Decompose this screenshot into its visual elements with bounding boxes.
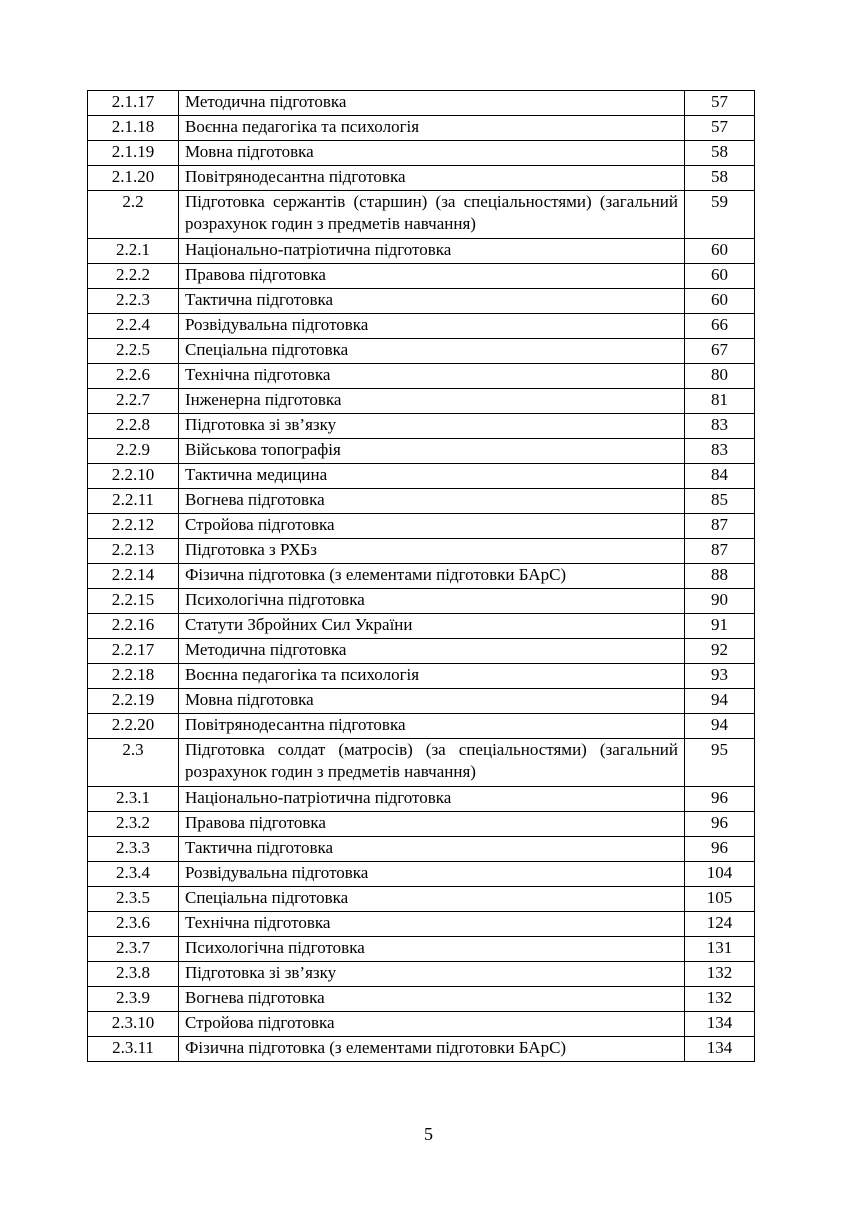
toc-section-number: 2.2.7 xyxy=(88,389,179,414)
toc-section-title: Національно-патріотична підготовка xyxy=(179,239,685,264)
toc-section-number: 2.2 xyxy=(88,191,179,239)
toc-page-number: 134 xyxy=(685,1012,755,1037)
toc-section-number: 2.3.10 xyxy=(88,1012,179,1037)
toc-section-number: 2.2.18 xyxy=(88,664,179,689)
toc-section-number: 2.2.17 xyxy=(88,639,179,664)
toc-section-title: Підготовка сержантів (старшин) (за спеціальностями) (загальний розрахунок годин з предметів навчання) xyxy=(179,191,685,239)
toc-page-number: 132 xyxy=(685,987,755,1012)
toc-page-number: 104 xyxy=(685,862,755,887)
toc-section-number: 2.2.2 xyxy=(88,264,179,289)
toc-row xyxy=(88,862,755,887)
toc-section-number: 2.2.3 xyxy=(88,289,179,314)
toc-page-number: 92 xyxy=(685,639,755,664)
toc-page-number: 59 xyxy=(685,191,755,239)
toc-row xyxy=(88,464,755,489)
toc-page-number: 96 xyxy=(685,812,755,837)
toc-page-number: 95 xyxy=(685,739,755,787)
toc-row xyxy=(88,489,755,514)
toc-section-title: Психологічна підготовка xyxy=(179,937,685,962)
toc-section-title: Підготовка зі зв’язку xyxy=(179,962,685,987)
toc-section-title: Стройова підготовка xyxy=(179,1012,685,1037)
toc-row xyxy=(88,414,755,439)
toc-section-title: Спеціальна підготовка xyxy=(179,339,685,364)
toc-page-number: 90 xyxy=(685,589,755,614)
toc-page-number: 132 xyxy=(685,962,755,987)
toc-row xyxy=(88,289,755,314)
toc-section-number: 2.3 xyxy=(88,739,179,787)
toc-section-title: Стройова підготовка xyxy=(179,514,685,539)
toc-section-title: Психологічна підготовка xyxy=(179,589,685,614)
toc-page-number: 91 xyxy=(685,614,755,639)
toc-page-number: 83 xyxy=(685,414,755,439)
toc-row xyxy=(88,116,755,141)
toc-section-number: 2.2.15 xyxy=(88,589,179,614)
toc-row xyxy=(88,264,755,289)
toc-row xyxy=(88,664,755,689)
toc-section-number: 2.1.18 xyxy=(88,116,179,141)
toc-section-number: 2.2.14 xyxy=(88,564,179,589)
toc-section-number: 2.2.10 xyxy=(88,464,179,489)
toc-row xyxy=(88,191,755,239)
toc-row xyxy=(88,987,755,1012)
toc-page-number: 58 xyxy=(685,166,755,191)
toc-section-title: Підготовка солдат (матросів) (за спеціальностями) (загальний розрахунок годин з предметів навчання) xyxy=(179,739,685,787)
toc-section-number: 2.1.20 xyxy=(88,166,179,191)
toc-page-number: 93 xyxy=(685,664,755,689)
toc-section-title: Мовна підготовка xyxy=(179,141,685,166)
toc-section-number: 2.3.11 xyxy=(88,1037,179,1062)
toc-section-title: Фізична підготовка (з елементами підготовки БАрС) xyxy=(179,1037,685,1062)
toc-page-number: 58 xyxy=(685,141,755,166)
toc-section-title: Спеціальна підготовка xyxy=(179,887,685,912)
toc-row xyxy=(88,389,755,414)
toc-section-number: 2.3.7 xyxy=(88,937,179,962)
toc-section-number: 2.2.9 xyxy=(88,439,179,464)
toc-section-title: Технічна підготовка xyxy=(179,364,685,389)
toc-section-number: 2.2.19 xyxy=(88,689,179,714)
toc-section-number: 2.3.6 xyxy=(88,912,179,937)
toc-row xyxy=(88,739,755,787)
toc-page-number: 87 xyxy=(685,539,755,564)
toc-section-number: 2.1.17 xyxy=(88,91,179,116)
toc-section-number: 2.3.4 xyxy=(88,862,179,887)
toc-page-number: 80 xyxy=(685,364,755,389)
toc-section-number: 2.3.3 xyxy=(88,837,179,862)
toc-section-title: Військова топографія xyxy=(179,439,685,464)
toc-page-number: 94 xyxy=(685,714,755,739)
toc-section-title: Методична підготовка xyxy=(179,639,685,664)
toc-row xyxy=(88,689,755,714)
toc-row xyxy=(88,314,755,339)
toc-section-title: Вогнева підготовка xyxy=(179,489,685,514)
toc-page-number: 85 xyxy=(685,489,755,514)
toc-section-number: 2.2.20 xyxy=(88,714,179,739)
toc-page-number: 60 xyxy=(685,239,755,264)
toc-section-number: 2.1.19 xyxy=(88,141,179,166)
toc-section-title: Підготовка з РХБз xyxy=(179,539,685,564)
toc-row xyxy=(88,439,755,464)
toc-section-title: Повітрянодесантна підготовка xyxy=(179,166,685,191)
table-of-contents xyxy=(87,90,755,1062)
toc-section-title: Воєнна педагогіка та психологія xyxy=(179,664,685,689)
toc-row xyxy=(88,962,755,987)
toc-section-title: Розвідувальна підготовка xyxy=(179,314,685,339)
toc-row xyxy=(88,364,755,389)
toc-section-title: Інженерна підготовка xyxy=(179,389,685,414)
toc-section-number: 2.2.1 xyxy=(88,239,179,264)
toc-section-number: 2.2.8 xyxy=(88,414,179,439)
toc-row xyxy=(88,639,755,664)
toc-page-number: 96 xyxy=(685,837,755,862)
toc-page-number: 84 xyxy=(685,464,755,489)
toc-section-title: Правова підготовка xyxy=(179,264,685,289)
toc-page-number: 96 xyxy=(685,787,755,812)
toc-section-title: Розвідувальна підготовка xyxy=(179,862,685,887)
toc-section-number: 2.2.4 xyxy=(88,314,179,339)
toc-page-number: 134 xyxy=(685,1037,755,1062)
toc-section-title: Фізична підготовка (з елементами підготовки БАрС) xyxy=(179,564,685,589)
toc-page-number: 88 xyxy=(685,564,755,589)
toc-page-number: 83 xyxy=(685,439,755,464)
toc-row xyxy=(88,837,755,862)
toc-section-number: 2.3.9 xyxy=(88,987,179,1012)
toc-page-number: 57 xyxy=(685,91,755,116)
toc-page-number: 67 xyxy=(685,339,755,364)
toc-section-number: 2.2.13 xyxy=(88,539,179,564)
toc-section-title: Воєнна педагогіка та психологія xyxy=(179,116,685,141)
toc-row xyxy=(88,339,755,364)
toc-row xyxy=(88,589,755,614)
toc-row xyxy=(88,887,755,912)
toc-row xyxy=(88,937,755,962)
toc-section-title: Підготовка зі зв’язку xyxy=(179,414,685,439)
toc-section-title: Правова підготовка xyxy=(179,812,685,837)
toc-section-title: Тактична підготовка xyxy=(179,837,685,862)
toc-section-number: 2.2.6 xyxy=(88,364,179,389)
toc-row xyxy=(88,91,755,116)
toc-section-title: Вогнева підготовка xyxy=(179,987,685,1012)
toc-page-number: 131 xyxy=(685,937,755,962)
toc-page-number: 94 xyxy=(685,689,755,714)
toc-row xyxy=(88,812,755,837)
toc-row xyxy=(88,614,755,639)
page-number: 5 xyxy=(424,1124,433,1144)
toc-row xyxy=(88,714,755,739)
toc-row xyxy=(88,564,755,589)
toc-page-number: 105 xyxy=(685,887,755,912)
toc-page-number: 81 xyxy=(685,389,755,414)
toc-section-number: 2.3.8 xyxy=(88,962,179,987)
toc-section-title: Національно-патріотична підготовка xyxy=(179,787,685,812)
toc-page-number: 57 xyxy=(685,116,755,141)
toc-page-number: 60 xyxy=(685,289,755,314)
toc-row xyxy=(88,787,755,812)
toc-section-number: 2.2.12 xyxy=(88,514,179,539)
toc-section-title: Методична підготовка xyxy=(179,91,685,116)
toc-page-number: 124 xyxy=(685,912,755,937)
toc-section-number: 2.3.2 xyxy=(88,812,179,837)
toc-section-title: Мовна підготовка xyxy=(179,689,685,714)
toc-page-number: 87 xyxy=(685,514,755,539)
toc-row xyxy=(88,239,755,264)
toc-section-title: Повітрянодесантна підготовка xyxy=(179,714,685,739)
toc-row xyxy=(88,166,755,191)
toc-page-number: 60 xyxy=(685,264,755,289)
toc-section-number: 2.3.1 xyxy=(88,787,179,812)
toc-section-number: 2.3.5 xyxy=(88,887,179,912)
toc-section-title: Тактична підготовка xyxy=(179,289,685,314)
toc-row xyxy=(88,514,755,539)
toc-section-number: 2.2.16 xyxy=(88,614,179,639)
toc-row xyxy=(88,1037,755,1062)
toc-row xyxy=(88,912,755,937)
toc-section-number: 2.2.5 xyxy=(88,339,179,364)
toc-section-title: Тактична медицина xyxy=(179,464,685,489)
toc-row xyxy=(88,539,755,564)
toc-section-title: Статути Збройних Сил України xyxy=(179,614,685,639)
toc-section-number: 2.2.11 xyxy=(88,489,179,514)
toc-row xyxy=(88,1012,755,1037)
toc-row xyxy=(88,141,755,166)
toc-page-number: 66 xyxy=(685,314,755,339)
toc-body xyxy=(88,91,755,1062)
toc-section-title: Технічна підготовка xyxy=(179,912,685,937)
